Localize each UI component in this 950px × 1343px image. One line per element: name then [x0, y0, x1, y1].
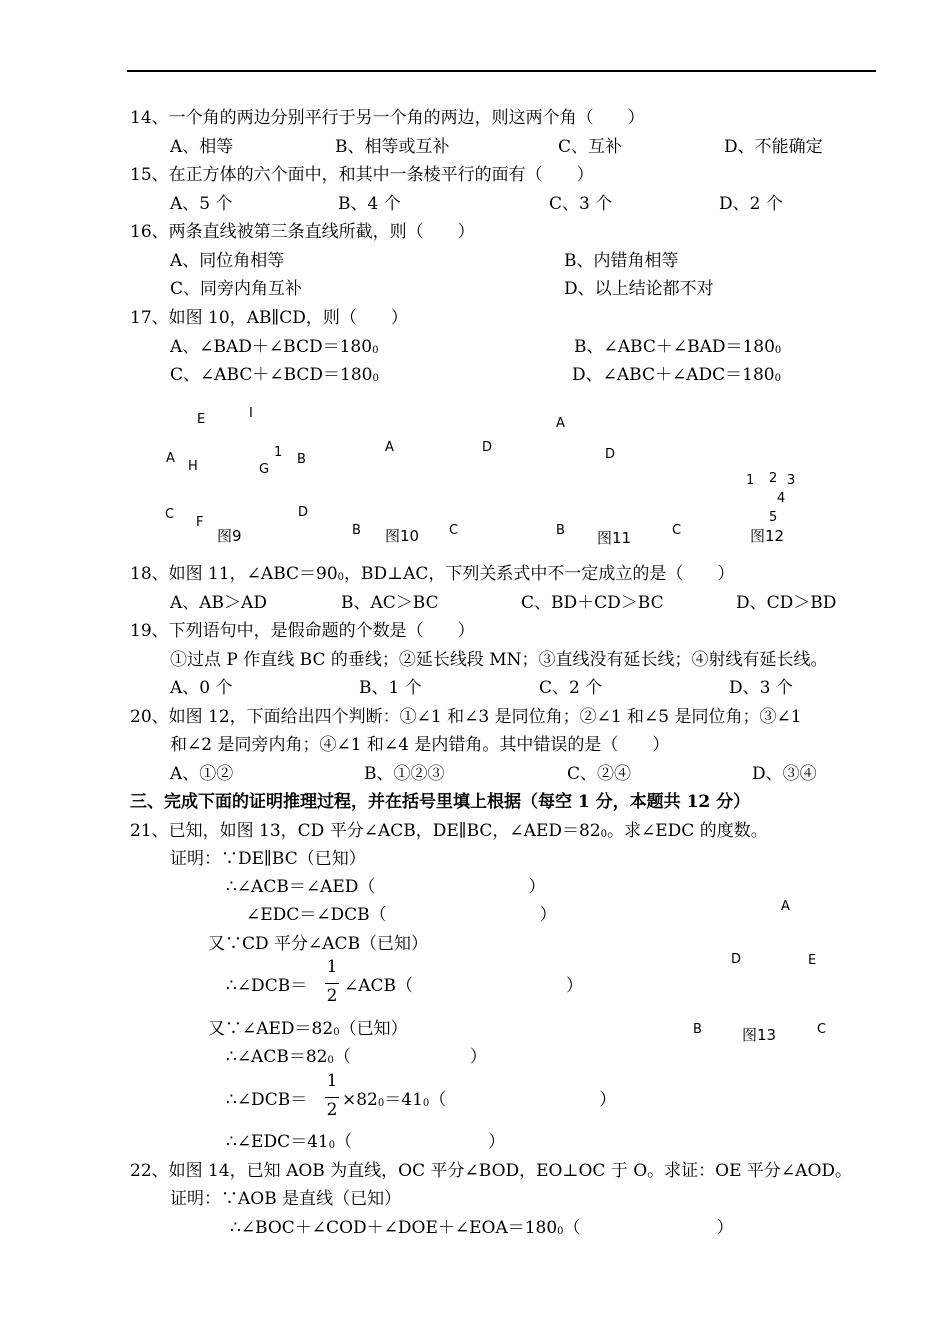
- question-20-line-1: 20、如图 12，下面给出四个判断：①∠1 和∠3 是同位角；②∠1 和∠5 是同位角；③∠1: [130, 707, 802, 727]
- question-18-stem: 18、如图 11，$\angle ABC=90^0$，BD⊥AC，下列关系式中不一定成立的是（ ）: [130, 564, 735, 584]
- q14-option-c: C、互补: [558, 137, 623, 157]
- question-14-stem: 14、一个角的两边分别平行于另一个角的两边，则这两个角（ ）: [130, 108, 645, 128]
- q16-option-d: D、以上结论都不对: [564, 279, 714, 299]
- q16-option-b: B、内错角相等: [564, 251, 679, 271]
- fraction-numerator-2: 1: [326, 1071, 338, 1091]
- question-22-stem: 22、如图 14，已知 AOB 为直线，OC 平分∠BOD，EO⊥OC 于 O。求证：OE 平分∠AOD。: [130, 1161, 853, 1181]
- header-rule: [127, 70, 876, 72]
- q18-option-a: A、AB＞AD: [170, 593, 267, 613]
- fig10-caption: 图10: [385, 527, 420, 545]
- q21-proof-line-5-left: ∴∠DCB＝: [226, 976, 308, 996]
- fig9-label-f: F: [196, 515, 204, 530]
- q14-option-a: A、相等: [170, 137, 234, 157]
- q21-proof-line-2: ∴∠ACB＝∠AED（ ）: [226, 877, 546, 897]
- q17-option-d: D、$\angle ABC+\angle ADC=180^0$: [572, 365, 781, 385]
- fig9-label-a: A: [166, 451, 175, 466]
- fig13-label-c: C: [817, 1022, 827, 1037]
- q21-proof-line-3: ∠EDC＝∠DCB（ ）: [246, 905, 557, 925]
- fig11-caption: 图11: [597, 529, 632, 547]
- fraction-denominator: 2: [326, 986, 338, 1006]
- q21-proof-line-8-left: ∴∠DCB＝: [226, 1090, 308, 1110]
- q21-proof-line-9: $\therefore\angle EDC=41^0$（ ）: [226, 1132, 506, 1152]
- fig10-label-d: D: [298, 505, 309, 520]
- fraction-bar-2: [325, 1097, 339, 1098]
- fig12-label-4: 4: [777, 491, 786, 506]
- q22-proof-line-2: $\therefore\angle BOC+\angle COD+\angle DOE+\angle EOA=180^0$（ ）: [230, 1218, 734, 1238]
- q21-proof-line-5-right: ∠ACB（ ）: [344, 976, 584, 996]
- q17-option-a: A、$\angle BAD+\angle BCD=180^0$: [170, 337, 379, 357]
- fig12-label-3: 3: [787, 473, 796, 488]
- fig11-label-d: D: [605, 447, 616, 462]
- fig9-label-c: C: [165, 507, 175, 522]
- q21-proof-line-6: 又$\because\angle AED=82^0$（已知）: [208, 1019, 408, 1039]
- q21-proof-line-1: 证明：∵DE∥BC（已知）: [170, 849, 366, 869]
- fig10-label-c: C: [449, 523, 459, 538]
- question-16-stem: 16、两条直线被第三条直线所截，则（ ）: [130, 222, 475, 242]
- fig9-label-b: B: [297, 452, 306, 467]
- question-21-stem: 21、已知，如图 13，CD 平分∠ACB，DE∥BC，$\angle AED=82^0$。求∠EDC 的度数。: [130, 821, 768, 841]
- q18-option-d: D、CD＞BD: [736, 593, 837, 613]
- question-19-stem: 19、下列语句中，是假命题的个数是（ ）: [130, 621, 475, 641]
- q14-option-d: D、不能确定: [724, 137, 823, 157]
- question-19-body: ①过点 P 作直线 BC 的垂线；②延长线段 MN；③直线没有延长线；④射线有延长线。: [170, 650, 828, 670]
- q15-option-d: D、2 个: [719, 194, 783, 214]
- question-15-stem: 15、在正方体的六个面中，和其中一条棱平行的面有（ ）: [130, 165, 594, 185]
- q20-option-b: B、①②③: [364, 764, 445, 784]
- q18-option-b: B、AC＞BC: [341, 593, 439, 613]
- fig9-label-h: H: [188, 459, 198, 474]
- q20-option-c: C、②④: [567, 764, 632, 784]
- fig10-label-b: B: [352, 523, 361, 538]
- fig11-label-b: B: [556, 523, 565, 538]
- fig9-label-1: 1: [274, 445, 283, 460]
- fig9-label-i: I: [249, 406, 253, 421]
- fraction-bar: [325, 983, 339, 984]
- q17-option-c: C、$\angle ABC+\angle BCD=180^0$: [170, 365, 379, 385]
- q19-option-c: C、2 个: [539, 678, 603, 698]
- fig12-label-5: 5: [769, 510, 778, 525]
- q15-option-c: C、3 个: [549, 194, 613, 214]
- fig12-caption: 图12: [750, 527, 785, 545]
- fig13-label-b: B: [693, 1022, 702, 1037]
- q21-proof-line-7: $\therefore\angle ACB=82^0$（ ）: [226, 1047, 487, 1067]
- fig13-label-a: A: [781, 899, 790, 914]
- q20-option-d: D、③④: [752, 764, 817, 784]
- fig9-label-g: G: [259, 462, 270, 477]
- question-20-line-2: 和∠2 是同旁内角；④∠1 和∠4 是内错角。其中错误的是（ ）: [170, 735, 670, 755]
- fig12-label-2: 2: [769, 471, 778, 486]
- fig9-caption: 图9: [217, 527, 242, 545]
- fig10-label-d2: D: [482, 440, 493, 455]
- q14-option-b: B、相等或互补: [335, 137, 450, 157]
- fig10-label-a: A: [385, 440, 394, 455]
- q19-option-b: B、1 个: [359, 678, 422, 698]
- q16-option-a: A、同位角相等: [170, 251, 285, 271]
- q16-option-c: C、同旁内角互补: [170, 279, 303, 299]
- q15-option-a: A、5 个: [170, 194, 233, 214]
- q21-proof-line-8-right: $\times 82^0=41^0$（ ）: [342, 1090, 617, 1110]
- fig11-label-a: A: [556, 416, 565, 431]
- fraction-denominator-2: 2: [326, 1100, 338, 1120]
- q18-option-c: C、BD＋CD＞BC: [521, 593, 664, 613]
- q15-option-b: B、4 个: [338, 194, 401, 214]
- q21-proof-line-4: 又∵CD 平分∠ACB（已知）: [208, 934, 429, 954]
- section-3-heading: 三、完成下面的证明推理过程，并在括号里填上根据（每空 1 分，本题共 12 分）: [130, 792, 751, 812]
- fig11-label-c: C: [672, 523, 682, 538]
- q22-proof-line-1: 证明：∵AOB 是直线（已知）: [170, 1189, 402, 1209]
- q20-option-a: A、①②: [170, 764, 234, 784]
- fig12-label-1: 1: [746, 473, 755, 488]
- fig13-label-e: E: [808, 953, 817, 968]
- fig13-caption: 图13: [742, 1026, 777, 1044]
- fig9-label-e: E: [197, 412, 206, 427]
- fraction-numerator: 1: [326, 957, 338, 977]
- fig13-label-d: D: [731, 952, 742, 967]
- q17-option-b: B、$\angle ABC+\angle BAD=180^0$: [574, 337, 782, 357]
- q19-option-a: A、0 个: [170, 678, 233, 698]
- question-17-stem: 17、如图 10，AB∥CD，则（ ）: [130, 308, 408, 328]
- q19-option-d: D、3 个: [729, 678, 793, 698]
